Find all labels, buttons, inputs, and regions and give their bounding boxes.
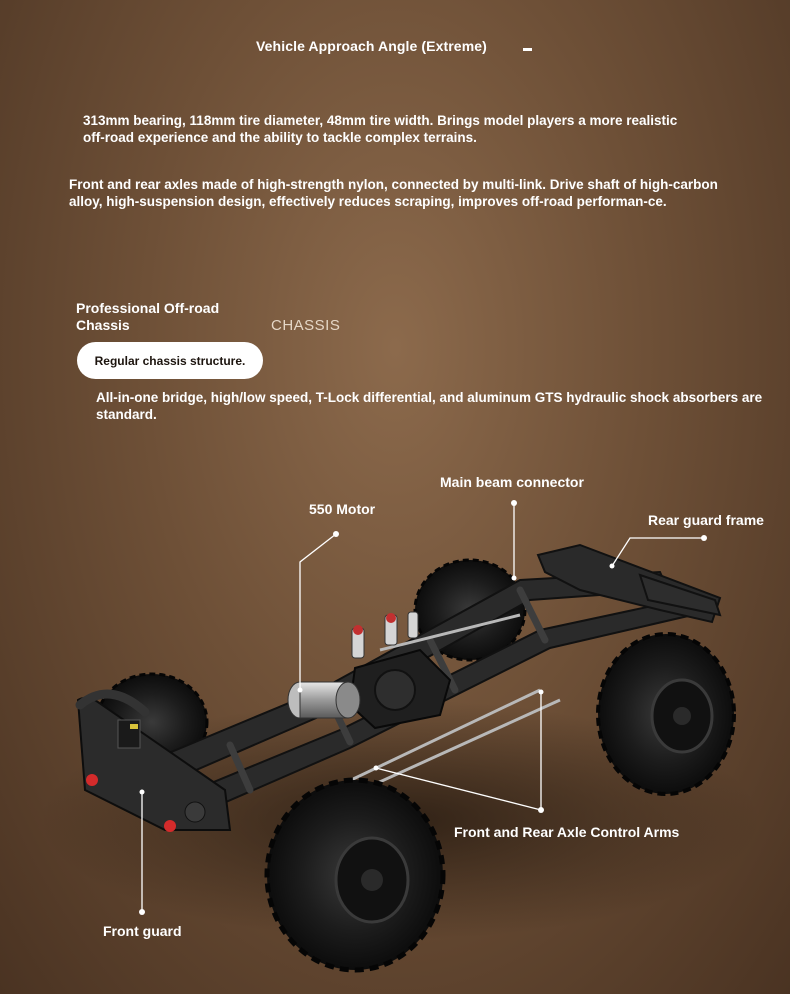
motor-550	[288, 682, 360, 718]
section-subtitle: CHASSIS	[271, 317, 341, 334]
callout-550-motor: 550 Motor	[309, 501, 376, 517]
front-right-tire	[267, 780, 443, 970]
callout-axle-control-arms: Front and Rear Axle Control Arms	[454, 824, 680, 840]
rear-right-tire	[598, 634, 734, 794]
callout-main-beam-connector: Main beam connector	[440, 474, 584, 490]
callout-rear-guard-frame: Rear guard frame	[648, 512, 764, 528]
section-title: Professional Off-road Chassis	[76, 300, 220, 333]
transmission	[350, 650, 450, 728]
chassis-structure-pill: Regular chassis structure.	[77, 342, 263, 379]
intro-axles-text: Front and rear axles made of high-strength nylon, connected by multi-link. Drive shaft of high-carbon alloy, high-suspension design, effectively reduces scraping, improves off-road performan-ce.	[69, 177, 718, 209]
intro-specs-text: 313mm bearing, 118mm tire diameter, 48mm tire width. Brings model players a more realistic off-road experience and the ability to tackle complex terrains.	[83, 113, 678, 145]
callout-front-guard: Front guard	[103, 923, 182, 939]
header-title: Vehicle Approach Angle (Extreme)	[256, 38, 487, 54]
section-description: All-in-one bridge, high/low speed, T-Lock differential, and aluminum GTS hydraulic shock absorbers are standard.	[96, 390, 763, 422]
